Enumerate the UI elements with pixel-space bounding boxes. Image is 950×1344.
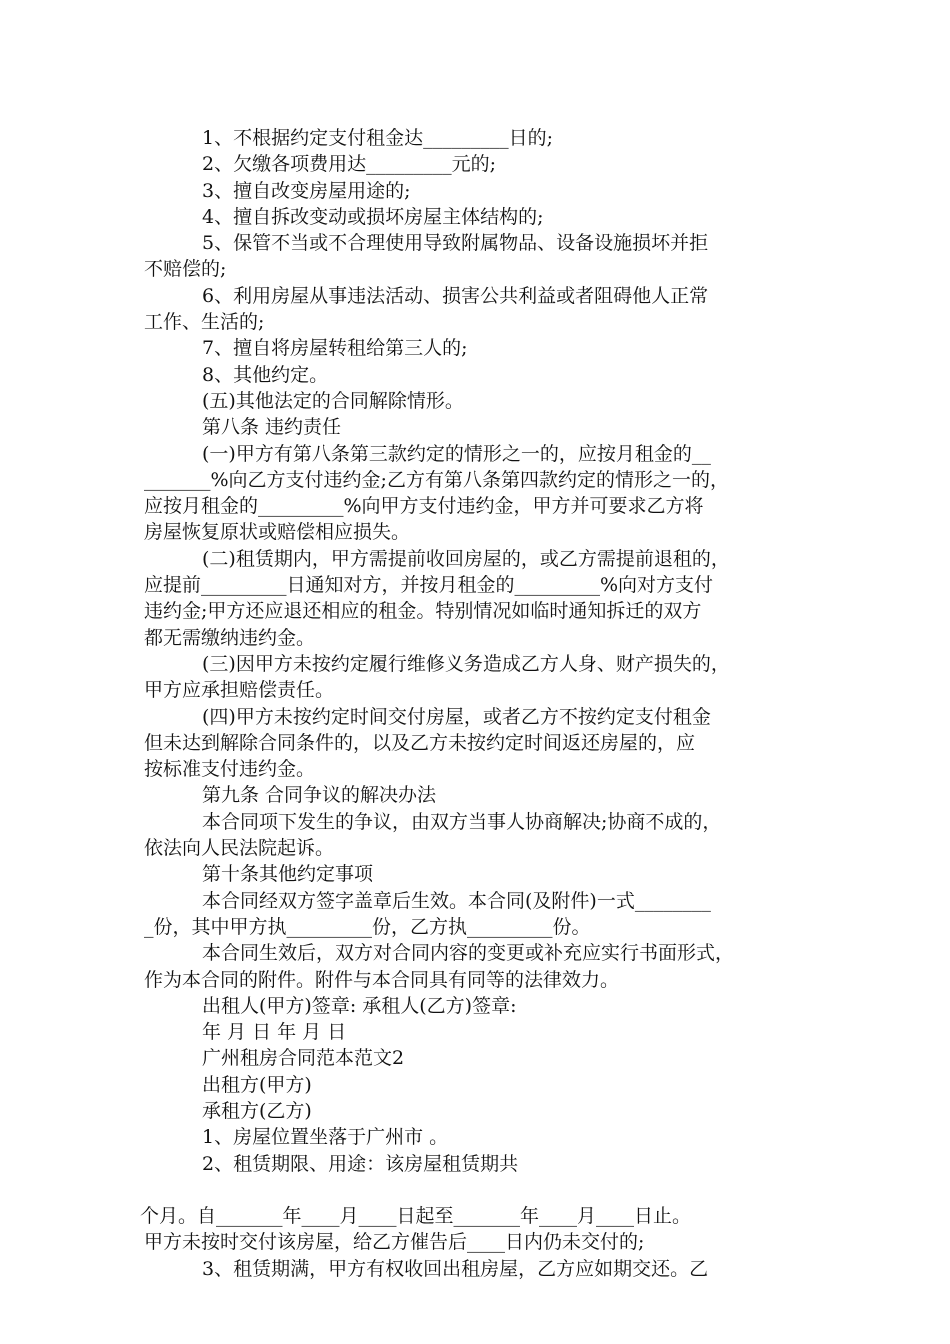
text-line: 出租方(甲方) [202,1073,312,1096]
text-line: (一)甲方有第八条第三款约定的情形之一的，应按月租金的__ [202,442,711,465]
text-line: 承租方(乙方) [202,1099,312,1122]
text-line: 不赔偿的; [144,258,227,281]
text-line: 本合同生效后，双方对合同内容的变更或补充应实行书面形式， [202,942,735,965]
text-line: 年 月 日 年 月 日 [202,1021,347,1044]
text-line: 甲方未按时交付该房屋，给乙方催告后____日内仍未交付的; [144,1231,645,1254]
text-line: 1、不根据约定支付租金达_________日的; [202,127,553,149]
text-line: 应提前_________日通知对方，并按月租金的_________%向对方支付 [144,574,714,597]
text-line: 应按月租金的_________%向甲方支付违约金，甲方并可要求乙方将 [144,495,704,518]
text-line: 第九条 合同争议的解决办法 [202,784,437,807]
text-line: 个月。自_______年____月____日起至_______年____月____日止。 [140,1205,692,1228]
text-line: 8、其他约定。 [202,363,329,386]
text-line: 甲方应承担赔偿责任。 [144,679,335,702]
text-line: _______%向乙方支付违约金;乙方有第八条第四款约定的情形之一的， [144,468,729,491]
text-line: 工作、生活的; [144,311,265,334]
text-line: (四)甲方未按约定时间交付房屋，或者乙方不按约定支付租金 [202,705,711,728]
text-line: 但未达到解除合同条件的，以及乙方未按约定时间返还房屋的，应 [144,731,696,754]
text-line: 都无需缴纳违约金。 [144,626,316,649]
text-line: (三)因甲方未按约定履行维修义务造成乙方人身、财产损失的， [202,652,730,675]
blank-line [144,1177,812,1203]
text-line: 2、欠缴各项费用达_________元的; [202,153,496,176]
text-line: 依法向人民法院起诉。 [144,837,335,860]
text-line: _份，其中甲方执_________份，乙方执_________份。 [144,915,591,938]
text-line: 房屋恢复原状或赔偿相应损失。 [144,521,411,544]
text-line: 广州租房合同范本范文2 [202,1047,405,1070]
text-line: 第十条其他约定事项 [202,863,374,886]
text-line: 第八条 违约责任 [202,416,342,439]
text-line: 本合同经双方签字盖章后生效。本合同(及附件)一式________ [202,889,711,912]
text-line: 7、擅自将房屋转租给第三人的; [202,337,468,360]
text-line: 1、房屋位置坐落于广州市 。 [202,1126,449,1149]
document-page [140,125,812,1282]
text-line: 违约金;甲方还应退还相应的租金。特别情况如临时通知拆迁的双方 [144,600,702,623]
text-line: 5、保管不当或不合理使用导致附属物品、设备设施损坏并拒 [202,232,709,255]
text-line: 4、擅自拆改变动或损坏房屋主体结构的; [202,205,544,228]
text-line: 出租人(甲方)签章: 承租人(乙方)签章: [202,994,517,1017]
text-line: 作为本合同的附件。附件与本合同具有同等的法律效力。 [144,968,620,991]
text-line: 2、租赁期限、用途：该房屋租赁期共 [202,1152,519,1175]
text-line: 本合同项下发生的争议，由双方当事人协商解决;协商不成的， [202,810,722,833]
text-line: 6、利用房屋从事违法活动、损害公共利益或者阻碍他人正常 [202,284,709,307]
text-line: 按标准支付违约金。 [144,758,316,781]
text-line: (五)其他法定的合同解除情形。 [202,389,464,412]
text-line: 3、擅自改变房屋用途的; [202,179,411,202]
text-line: (二)租赁期内，甲方需提前收回房屋的，或乙方需提前退租的， [202,547,730,570]
text-line: 3、租赁期满，甲方有权收回出租房屋，乙方应如期交还。乙 [202,1257,709,1280]
